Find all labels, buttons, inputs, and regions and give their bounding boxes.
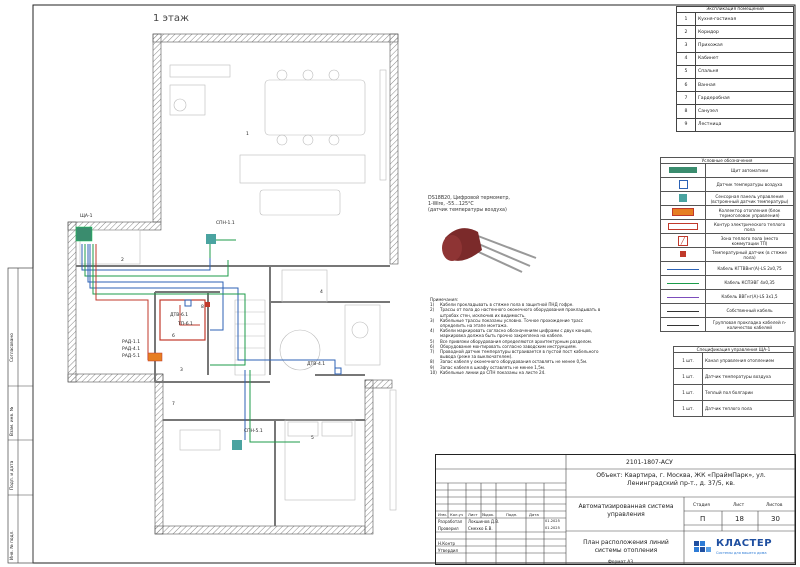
sensor-spec: 1-Wire, -55...125°С [428,202,474,208]
symbols-header: Условные обозначения [661,158,794,164]
sensor-label: ДТВ-6.1 [170,313,189,318]
note-text: Кабельные трассы показаны условно. Точное прохождение трасс определить на этапе монтажа. [440,317,584,329]
chk-name: Смехко Е.В. [468,526,493,531]
note-num: 5) [430,338,435,344]
stamp-agreed: Согласовано [10,333,15,362]
sensor-icon [335,368,341,374]
radiator-label: РАД-1.1 [122,340,141,345]
chk-date: 01.2025 [545,526,560,530]
sheet-value: 18 [735,515,744,523]
room-num: 4 [677,52,696,65]
note-text: Запас кабеля в шкафу оставлять не менее 1,5м. [440,364,546,370]
stage-head: Стадия [693,503,710,508]
room-number: 5 [311,436,314,441]
radiator-label: РАД-4.1 [122,347,141,352]
collector-icon [672,208,694,216]
symbol-desc: Щит автоматики [706,164,794,178]
room-num: 1 [677,13,696,26]
col-list: Лист [468,512,478,517]
note-text: Кабели маркировать согласно обозначениям цифрами с двух концов, маркировка должна быть прочно закреплена на кабеле. [440,328,592,339]
cable-line-icon [667,297,699,298]
symbol-desc: Кабель КГТВВнг(А)-LS 2х0,75 [706,262,794,276]
symbol-desc: Коллектор отопления (блок термоголовок управления) [706,206,794,220]
note-num: 6) [430,343,435,349]
room-num: 7 [677,92,696,105]
system-name: Автоматизированная система управления [578,503,674,518]
symbol-desc: Зона теплого пола (место коммутации ТП) [706,234,794,248]
stage-value: П [700,515,706,523]
room-num: 3 [677,39,696,52]
floor-plan [60,30,420,540]
group-cable-icon [667,325,699,326]
shield-icon [669,167,697,173]
rooms-table-header: Экспликация помещений [677,7,794,13]
symbol-desc: Кабель КСПЭВГ 4х0,35 [706,276,794,290]
col-kolych: Кол.уч [450,512,464,517]
note-text: Кабельные линии до СПН показаны на листе 24. [440,369,546,375]
note-text: Кабели прокладывать в стяжке пола в защитной ПНД гофре. [440,302,574,308]
sensor-icon [205,302,210,307]
room-name: Лестница [696,118,794,131]
sensor-caption [428,196,510,215]
symbol-desc: Температурный датчик (в стяжке пола) [706,248,794,262]
notes [430,297,610,375]
nkontr: Н.Контр [438,541,456,546]
dev-name: Локшинов Д.В. [468,519,500,524]
spec-table [673,346,794,417]
shield-icon [76,227,92,241]
symbol-desc: Групповая прокладка кабелей n-количество кабелей [706,318,794,332]
logo-icon [692,537,716,557]
symbols-legend [660,157,794,332]
notes-header: Примечания: [430,297,459,302]
spec-qty: 1 шт. [674,401,703,417]
panel-icon [679,194,687,202]
symbol-desc: Контур электрического теплого пола [706,220,794,234]
room-number: 3 [180,368,183,373]
spec-name: Датчик теплого пола [703,401,794,417]
sheet-title: План расположения линий системы отопления [583,539,669,554]
spec-name: Канал управления отоплением [703,353,794,369]
sensor-icon [185,300,191,306]
spec-header: Спецификация управления ЩА-1 [674,347,794,353]
room-name: Ванная [696,78,794,91]
approve: Утвердил [438,548,459,553]
room-num: 8 [677,105,696,118]
floor-label: 1 этаж [153,13,189,24]
col-izm: Изм. [438,512,447,517]
room-name: Гардеробная [696,92,794,105]
room-number: 7 [172,402,175,407]
sensor-title: DS18B20, Цифровой термометр, [428,196,510,201]
note-num: 9) [430,364,435,370]
symbol-desc: Кабель ВВГнг(А)-LS 3х1,5 [706,290,794,304]
floor-zone-icon: ╱ [678,236,688,246]
note-text: Запас кабеля у оконечного оборудования оставлять не менее 0,5м. [440,359,588,365]
note-num: 4) [430,328,435,334]
room-number: 2 [121,258,124,263]
stamp-signdate: Подп. и дата [10,460,15,490]
company-logo [692,537,792,559]
room-number: 1 [246,132,249,137]
room-num: 9 [677,118,696,131]
room-number: 4 [320,290,323,295]
collector-icon [148,353,162,361]
col-ndoc: №док. [482,512,495,517]
note-text: Проводной датчик температуры встраивается в пустой пост кабельного вывода (реже за выключателем). [440,349,599,360]
company-name: КЛАСТЕР [716,538,773,549]
dev-date: 01.2025 [545,519,560,523]
cable-line-icon [667,311,699,312]
object-address: Объект: Квартира, г. Москва, ЖК «ПраймПарк», ул. Ленинградский пр-т., д. 37/5, кв. [596,472,766,487]
room-num: 6 [677,78,696,91]
spec-qty: 1 шт. [674,369,703,385]
panel-icon [232,440,242,450]
room-name: Спальня [696,65,794,78]
sensor-icon [679,180,688,189]
note-text: Трассы от пола до настенного оконечного оборудования прокладывать в штробах стен, исключив их видимость. [440,307,601,318]
stamp-invno: Инв. № подл. [10,530,15,560]
note-num: 2) [430,307,435,313]
col-sign: Подп. [506,512,518,517]
radiator-label: РАД-5.1 [122,354,141,359]
spn-label: СПН-5.1 [244,429,263,434]
note-num: 3) [430,317,435,323]
spn-label: СПН-1.1 [216,221,235,226]
note-num: 10) [430,369,437,375]
col-date: Дата [529,512,539,517]
note-text: Все привязки оборудования определяются архитектурным разделом. [440,338,593,344]
cable-line-icon [667,283,699,284]
title-block [435,454,796,565]
note-num: 7) [430,349,435,355]
sensor-illustration [430,220,550,290]
symbol-desc: Собственный кабель [706,304,794,318]
rooms-table [676,6,794,132]
shield-label: ЩА-1 [80,214,93,219]
symbol-desc: Сенсорная панель управления (встроенный датчик температуры) [706,192,794,206]
spec-name: Теплый пол болгарии [703,385,794,401]
note-text: Оборудование монтировать согласно заводским инструкциям. [440,343,577,349]
note-num: 8) [430,359,435,365]
sheets-head: Листов [766,503,783,508]
note-num: 1) [430,302,435,308]
sensor-label: ДТВ-4.1 [307,362,326,367]
room-num: 5 [677,65,696,78]
cable-line-icon [667,269,699,270]
room-num: 2 [677,26,696,39]
symbol-desc: Датчик температуры воздуха [706,178,794,192]
dev-role: Разработал [438,519,463,524]
room-name: Прихожая [696,39,794,52]
room-number: 6 [172,334,175,339]
spec-qty: 1 шт. [674,353,703,369]
company-subtitle: Системы для вашего дома [716,551,767,555]
heating-contour-icon [668,223,698,230]
sheets-value: 30 [771,515,780,523]
room-name: Санузел [696,105,794,118]
format-label: Формат А3 [608,560,634,565]
room-name: Кухня-гостиная [696,13,794,26]
sensor-desc: (датчик температуры воздуха) [428,208,507,214]
spec-qty: 1 шт. [674,385,703,401]
stamp-replace: Взам. инв. № [10,406,15,436]
chk-role: Проверил [438,526,459,531]
panel-icon [206,234,216,244]
floor-heat-label: ТП-6.1 [178,322,193,327]
room-name: Коридор [696,26,794,39]
spec-name: Датчик температуры воздуха [703,369,794,385]
room-number: 8 [201,305,204,310]
room-name: Кабинет [696,52,794,65]
doc-code: 2101-1807-АСУ [626,459,673,466]
floor-sensor-icon [680,251,686,257]
sheet-head: Лист [733,503,745,508]
